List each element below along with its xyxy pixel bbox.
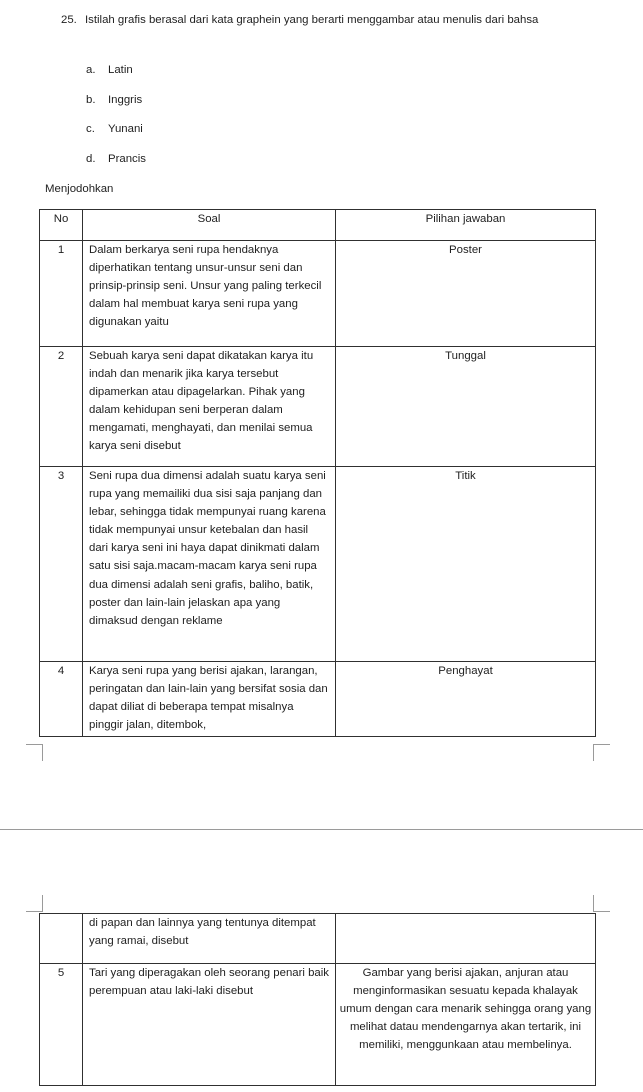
option-letter: a. bbox=[86, 64, 96, 76]
table-row bbox=[40, 347, 596, 467]
row-number: 1 bbox=[57, 244, 65, 256]
option-text: Inggris bbox=[108, 94, 143, 106]
option-a bbox=[86, 62, 133, 78]
option-text: Prancis bbox=[108, 153, 146, 165]
option-b bbox=[86, 92, 142, 108]
row-question: Karya seni rupa yang berisi ajakan, larangan, peringatan dan lain-lain yang bersifat sosia dan dapat diliat di beberapa tempat misalnya pinggir jalan, ditembok, bbox=[89, 665, 328, 732]
question-text: Istilah grafis berasal dari kata graphein yang berarti menggambar atau menulis dari bahsa bbox=[85, 14, 539, 26]
table-header-row bbox=[40, 210, 596, 241]
table-row bbox=[40, 467, 596, 662]
row-answer: Poster bbox=[449, 244, 482, 256]
option-letter: d. bbox=[86, 153, 96, 165]
row-question: Tari yang diperagakan oleh seorang penari baik perempuan atau laki-laki disebut bbox=[89, 967, 329, 998]
header-no: No bbox=[40, 210, 83, 241]
page-corner-mark bbox=[26, 744, 43, 761]
row-answer: Tunggal bbox=[445, 350, 486, 362]
page-corner-mark bbox=[593, 744, 610, 761]
option-text: Latin bbox=[108, 64, 133, 76]
row-question: Seni rupa dua dimensi adalah suatu karya seni rupa yang memailiki dua sisi saja panjang dan lebar, sehingga tidak mempunyai ruang karena tidak mempunyai unsur ketebalan dan hasil dari karya seni ini haya dapat dinikmati dalam satu sisi saja.macam-macam karya seni rupa dua dimensi adalah seni grafis, baliho, batik, poster dan lain-lain jelaskan apa yang dimaksud dengan reklame bbox=[89, 470, 326, 627]
row-number: 4 bbox=[57, 665, 65, 677]
option-d bbox=[86, 151, 146, 167]
row-answer: Gambar yang berisi ajakan, anjuran atau menginformasikan sesuatu kepada khalayak umum dengan cara menarik sehingga orang yang melihat datau mendengarnya akan tertarik, ini memiliki, menggunkaan atau membelinya. bbox=[339, 967, 592, 1052]
row-number: 2 bbox=[57, 350, 65, 362]
row-question: di papan dan lainnya yang tentunya ditempat yang ramai, disebut bbox=[89, 917, 316, 948]
option-text: Yunani bbox=[108, 123, 143, 135]
section-title: Menjodohkan bbox=[45, 183, 114, 195]
row-number: 5 bbox=[57, 967, 65, 979]
row-question: Sebuah karya seni dapat dikatakan karya itu indah dan menarik jika karya tersebut dipamerkan atau dipagelarkan. Pihak yang dalam kehidupan seni berperan dalam mengamati, menghayati, dan menilai semua karya seni disebut bbox=[89, 350, 314, 453]
matching-table bbox=[39, 209, 596, 737]
matching-table-continued bbox=[39, 913, 596, 1086]
page-break-divider bbox=[0, 829, 643, 830]
option-letter: b. bbox=[86, 94, 96, 106]
page-corner-mark bbox=[26, 895, 43, 912]
row-question: Dalam berkarya seni rupa hendaknya diperhatikan tentang unsur-unsur seni dan prinsip-prinsip seni. Unsur yang paling terkecil dalam hal membuat karya seni rupa yang digunakan yaitu bbox=[89, 244, 322, 329]
row-number: 3 bbox=[57, 470, 65, 482]
question-number: 25. bbox=[61, 14, 77, 26]
table-row bbox=[40, 241, 596, 347]
row-answer: Titik bbox=[455, 470, 476, 482]
row-answer: Penghayat bbox=[438, 665, 493, 677]
page-corner-mark bbox=[593, 895, 610, 912]
table-row bbox=[40, 964, 596, 1086]
question-25 bbox=[61, 11, 591, 30]
header-soal: Soal bbox=[83, 210, 336, 241]
table-row bbox=[40, 914, 596, 964]
option-c bbox=[86, 121, 143, 137]
option-letter: c. bbox=[86, 123, 95, 135]
header-jawaban: Pilihan jawaban bbox=[336, 210, 596, 241]
table-row bbox=[40, 662, 596, 737]
